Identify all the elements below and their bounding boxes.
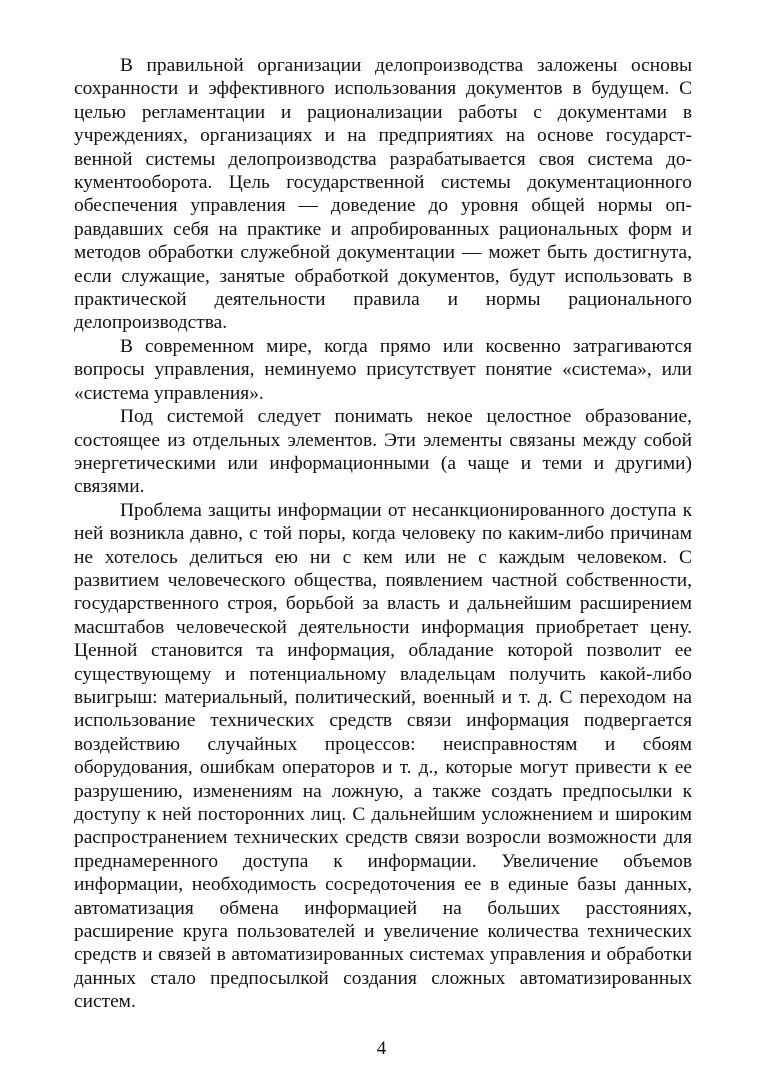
paragraph: В современном мире, когда прямо или косвенно затрагиваются вопросы управления, неминуемо присутствует понятие «система», или «система управления».: [74, 335, 692, 404]
paragraph: В правильной организации делопроизводства заложены основы сохранности и эффективного использования документов в будущем. С целью регламентации и рационализации работы с документами в учреждениях, организациях и на предприятиях на основе государственной системы делопроизводства разрабатывается своя система документооборота. Цель государственной системы документационного обеспечения управления — доведение до уровня общей нормы оправдавших себя на практике и апробированных рациональных форм и методов обработки служебной документации — может быть достигнута, если служащие, занятые обработкой документов, будут использовать в практической деятельности правила и нормы рационального делопроизводства.: [74, 55, 692, 334]
page-number: 4: [376, 1038, 387, 1059]
paragraph: Проблема защиты информации от несанкционированного доступа к ней возникла давно, с той поры, когда человеку по каким-либо причинам не хотелось делиться ею ни с кем или не с каждым человеком. С развитием человеческого общества, появлением частной собственности, государственного строя, борьбой за власть и дальнейшим расширением масштабов человеческой деятельности информация приобретает цену. Ценной становится та информация, обладание которой позволит ее существующему и потенциальному владельцам получить какой-либо выигрыш: материальный, политический, военный и т. д. С переходом на использование технических средств связи информация подвергается воздействию случайных процессов: неисправностям и сбоям оборудования, ошибкам операторов и т. д., которые могут привести к ее разрушению, изменениям на ложную, а также создать предпосылки к доступу к ней посторонних лиц. С дальнейшим усложнением и широким распространением технических средств связи возросли возможности для преднамеренного доступа к информации. Увеличение объемов информации, необходимость сосредоточения ее в единые базы данных, автоматизация обмена информацией на больших расстояниях, расширение круга пользователей и увеличение количества технических средств и связей в автоматизированных системах управления и обработки данных стало предпосылкой создания сложных автоматизированных систем.: [74, 499, 692, 1013]
paragraph: Под системой следует понимать некое целостное образование, состоящее из отдельных элементов. Эти элементы связаны между собой энергетическими или информационными (а чаще и теми и другими) связями.: [74, 406, 692, 498]
text-column: [74, 54, 692, 1014]
